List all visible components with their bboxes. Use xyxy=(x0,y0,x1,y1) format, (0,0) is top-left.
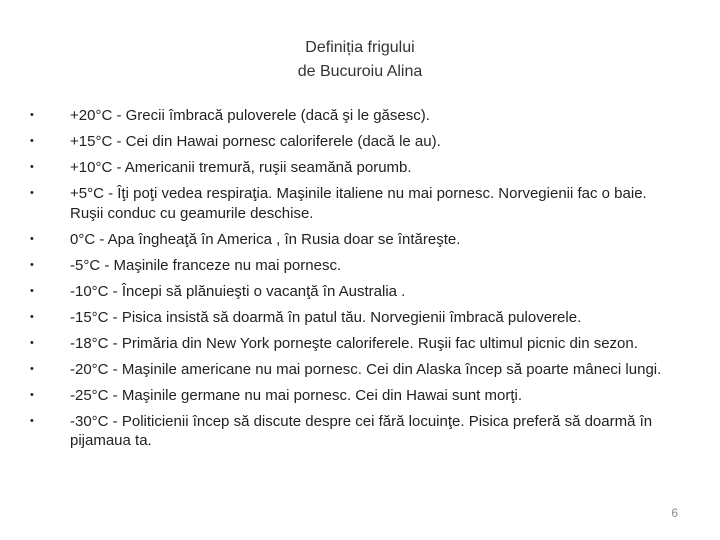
list-item-text: +20°C - Grecii îmbracă puloverele (dacă şi le găsesc). xyxy=(70,107,430,124)
slide-title xyxy=(0,36,720,84)
list-item xyxy=(30,106,680,126)
bullet-icon: • xyxy=(30,336,34,349)
bullet-icon: • xyxy=(30,258,34,271)
list-item-text: -20°C - Maşinile americane nu mai pornesc. Cei din Alaska încep să poarte mâneci lungi. xyxy=(70,360,662,378)
bullet-icon: • xyxy=(30,109,34,121)
bullet-icon: • xyxy=(30,232,34,245)
list-item-text: -10°C - Începi să plănuieşti o vacanţă în Australia . xyxy=(70,282,406,300)
bullet-list xyxy=(30,106,680,457)
list-item xyxy=(30,184,680,223)
list-item-text: +5°C - Îţi poţi vedea respiraţia. Maşinile italiene nu mai pornesc. Norvegienii fac o baie. Ruşii conduc cu geamurile deschise. xyxy=(70,185,647,222)
list-item xyxy=(30,360,680,380)
list-item-text: -18°C - Primăria din New York porneşte caloriferele. Ruşii fac ultimul picnic din sezon. xyxy=(70,334,638,352)
bullet-icon: • xyxy=(30,187,34,199)
list-item xyxy=(30,230,680,250)
title-line-1: Definiția frigului xyxy=(305,39,415,56)
list-item xyxy=(30,386,680,406)
list-item xyxy=(30,308,680,328)
list-item xyxy=(30,132,680,152)
list-item-text: -30°C - Politicienii încep să discute despre cei fără locuinţe. Pisica preferă să doarmă în pijamaua ta. xyxy=(70,412,653,449)
bullet-icon: • xyxy=(30,161,34,173)
title-line-2: de Bucuroiu Alina xyxy=(297,63,423,80)
list-item xyxy=(30,282,680,302)
bullet-icon: • xyxy=(30,388,34,401)
bullet-icon: • xyxy=(30,310,34,323)
bullet-icon: • xyxy=(30,135,34,147)
list-item-text: -15°C - Pisica insistă să doarmă în patul tău. Norvegienii îmbracă puloverele. xyxy=(70,308,582,326)
bullet-icon: • xyxy=(30,414,34,427)
bullet-icon: • xyxy=(30,284,34,297)
list-item xyxy=(30,412,680,451)
page-number: 6 xyxy=(671,506,678,520)
list-item-text: +10°C - Americanii tremură, ruşii seamănă porumb. xyxy=(70,159,412,176)
list-item-text: -25°C - Maşinile germane nu mai pornesc. Cei din Hawai sunt morţi. xyxy=(70,386,523,404)
list-item xyxy=(30,334,680,354)
bullet-icon: • xyxy=(30,362,34,375)
list-item-text: 0°C - Apa îngheaţă în America , în Rusia doar se întăreşte. xyxy=(70,230,461,248)
list-item-text: -5°C - Maşinile franceze nu mai pornesc. xyxy=(70,256,342,274)
list-item-text: +15°C - Cei din Hawai pornesc caloriferele (dacă le au). xyxy=(70,133,441,150)
list-item xyxy=(30,158,680,178)
list-item xyxy=(30,256,680,276)
